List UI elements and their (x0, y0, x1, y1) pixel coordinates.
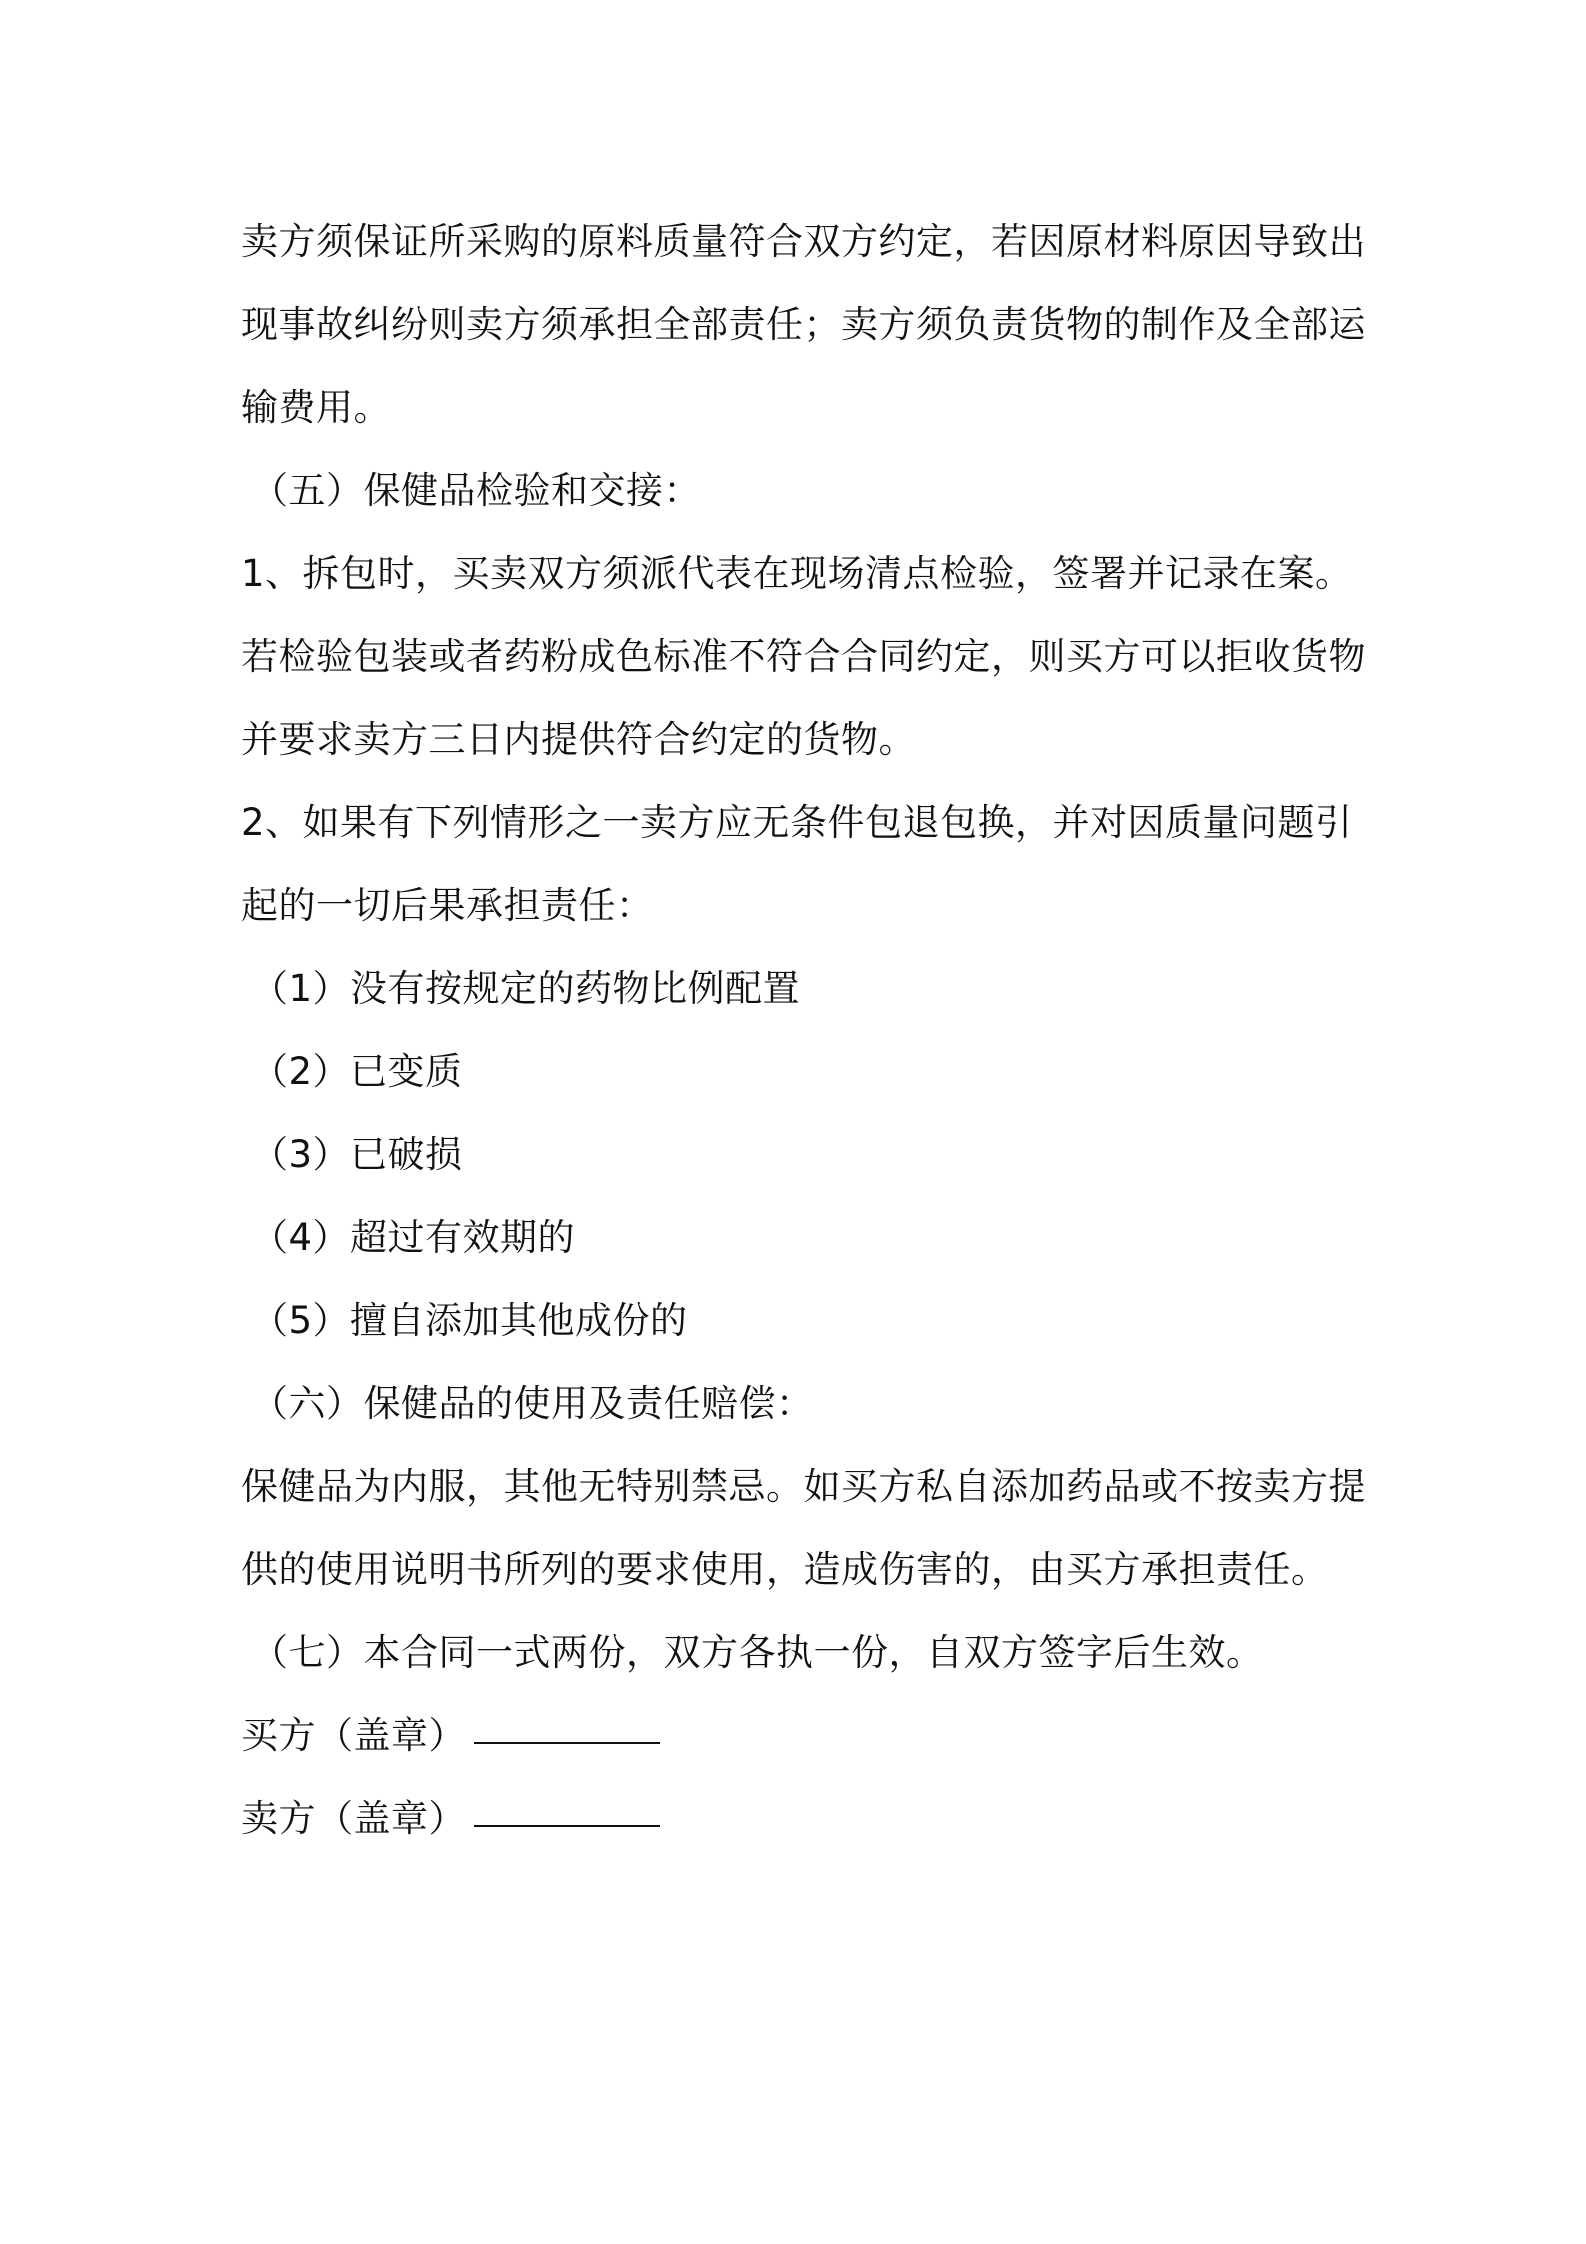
section-5-item-1-line-3: 并要求卖方三日内提供符合约定的货物。 (241, 718, 916, 761)
sub-item-5: （5）擅自添加其他成份的 (251, 1299, 688, 1342)
section-5-item-2-line-1: 2、如果有下列情形之一卖方应无条件包退包换，并对因质量问题引 (241, 801, 1353, 844)
section-5-item-1-line-2: 若检验包装或者药粉成色标准不符合合同约定，则买方可以拒收货物 (241, 635, 1366, 678)
sub-item-2: （2）已变质 (251, 1050, 463, 1093)
sub-item-3: （3）已破损 (251, 1133, 463, 1176)
section-6-line-1: 保健品为内服，其他无特别禁忌。如买方私自添加药品或不按卖方提 (241, 1465, 1366, 1508)
quality-paragraph-line-1: 卖方须保证所采购的原料质量符合双方约定，若因原材料原因导致出 (241, 220, 1366, 263)
seller-signature-blank (474, 1795, 660, 1827)
seller-signature-label: 卖方（盖章） (241, 1797, 466, 1840)
buyer-signature-blank (474, 1712, 660, 1744)
section-5-heading: （五）保健品检验和交接： (251, 469, 701, 512)
section-6-line-2: 供的使用说明书所列的要求使用，造成伤害的，由买方承担责任。 (241, 1548, 1329, 1591)
sub-item-1: （1）没有按规定的药物比例配置 (251, 967, 801, 1010)
quality-paragraph-line-3: 输费用。 (241, 386, 391, 429)
sub-item-4: （4）超过有效期的 (251, 1216, 576, 1259)
section-5-item-1-line-1: 1、拆包时，买卖双方须派代表在现场清点检验，签署并记录在案。 (241, 552, 1353, 595)
section-6-heading: （六）保健品的使用及责任赔偿： (251, 1382, 814, 1425)
section-5-item-2-line-2: 起的一切后果承担责任： (241, 884, 654, 927)
buyer-signature-label: 买方（盖章） (241, 1714, 466, 1757)
seller-signature-row (241, 1777, 1361, 1860)
section-7-heading: （七）本合同一式两份，双方各执一份，自双方签字后生效。 (251, 1631, 1264, 1674)
document-body (241, 200, 1366, 1860)
buyer-signature-row (241, 1694, 1361, 1777)
quality-paragraph-line-2: 现事故纠纷则卖方须承担全部责任；卖方须负责货物的制作及全部运 (241, 303, 1366, 346)
